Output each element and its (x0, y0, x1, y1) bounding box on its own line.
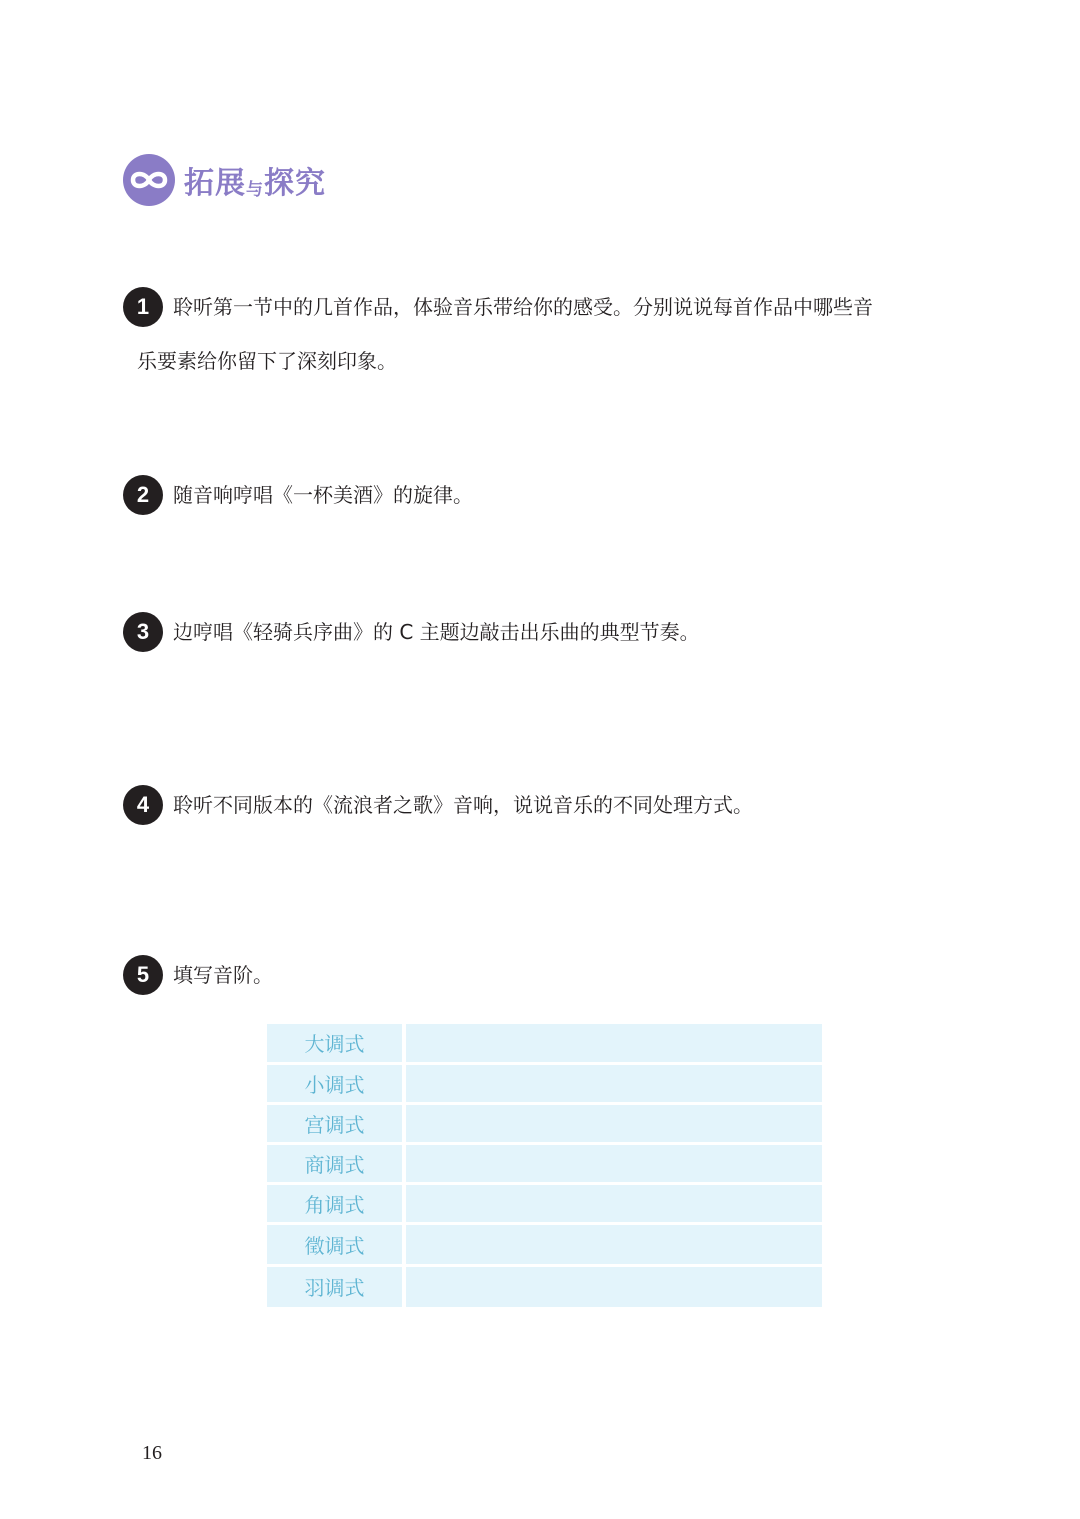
scale-answer-cell[interactable] (404, 1143, 822, 1183)
question-text: 边哼唱《轻骑兵序曲》的 C 主题边敲击出乐曲的典型节奏。 (173, 620, 700, 644)
section-title-part1: 拓展 (184, 166, 246, 201)
scale-answer-cell[interactable] (404, 1063, 822, 1103)
scale-answer-cell[interactable] (404, 1183, 822, 1223)
page-number: 16 (142, 1442, 162, 1464)
table-row (267, 1223, 822, 1265)
scale-label: 徵调式 (267, 1223, 404, 1265)
section-title-part2: 探究 (264, 166, 326, 201)
question-number-badge: 5 (123, 955, 163, 995)
table-row (267, 1103, 822, 1143)
question-text: 聆听不同版本的《流浪者之歌》音响，说说音乐的不同处理方式。 (173, 793, 753, 817)
question-5 (123, 955, 953, 995)
question-1 (123, 287, 953, 375)
section-title-connector: 与 (246, 180, 264, 200)
question-text: 聆听第一节中的几首作品，体验音乐带给你的感受。分别说说每首作品中哪些音 (173, 295, 873, 319)
question-number-badge: 1 (123, 287, 163, 327)
question-number-badge: 3 (123, 612, 163, 652)
infinity-circle-icon (122, 153, 176, 207)
question-text-continued: 乐要素给你留下了深刻印象。 (137, 349, 397, 373)
question-3 (123, 612, 953, 652)
section-header (122, 152, 326, 208)
question-2 (123, 475, 953, 515)
table-row (267, 1024, 822, 1063)
table-row (267, 1143, 822, 1183)
question-text: 随音响哼唱《一杯美酒》的旋律。 (173, 483, 473, 507)
scale-answer-cell[interactable] (404, 1265, 822, 1307)
section-title (184, 158, 326, 202)
scale-answer-cell[interactable] (404, 1223, 822, 1265)
question-4 (123, 785, 953, 825)
scale-answer-cell[interactable] (404, 1103, 822, 1143)
question-number-badge: 2 (123, 475, 163, 515)
scale-label: 商调式 (267, 1143, 404, 1183)
scale-table (267, 1024, 822, 1307)
scale-label: 宫调式 (267, 1103, 404, 1143)
scale-label: 角调式 (267, 1183, 404, 1223)
scale-label: 小调式 (267, 1063, 404, 1103)
table-row (267, 1265, 822, 1307)
table-row (267, 1063, 822, 1103)
scale-answer-cell[interactable] (404, 1024, 822, 1063)
question-text: 填写音阶。 (173, 963, 273, 987)
question-number-badge: 4 (123, 785, 163, 825)
scale-label: 大调式 (267, 1024, 404, 1063)
scale-label: 羽调式 (267, 1265, 404, 1307)
table-row (267, 1183, 822, 1223)
